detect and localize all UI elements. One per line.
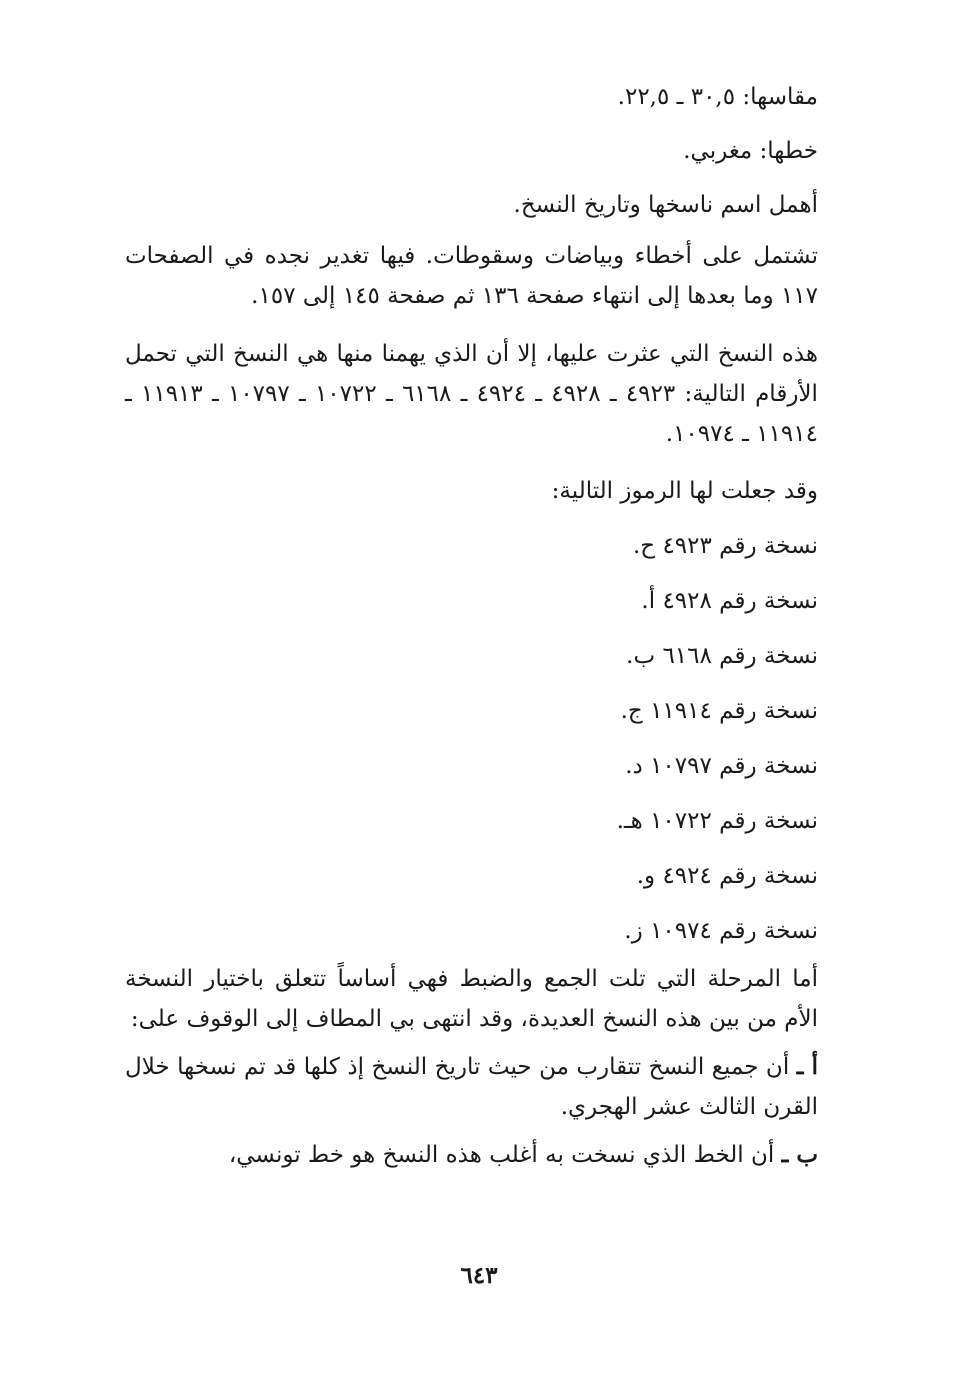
point-b-label: ب ـ (781, 1141, 818, 1168)
list-item: نسخة رقم ٤٩٢٨ أ. (641, 588, 818, 614)
copyist-line: أهمل اسم ناسخها وتاريخ النسخ. (513, 192, 818, 218)
errors-paragraph: تشتمل على أخطاء وبياضات وسقوطات. فيها تغدير نجده في الصفحات ١١٧ وما بعدها إلى انتهاء صفحة ١٣٦ ثم صفحة ١٤٥ إلى ١٥٧. (125, 243, 818, 309)
point-a (125, 1047, 818, 1127)
point-a-text: أن جميع النسخ تتقارب من حيث تاريخ النسخ إذ كلها قد تم نسخها خلال القرن الثالث عشر الهجري. (125, 1054, 818, 1120)
list-item: نسخة رقم ١٠٧٢٢ هـ. (616, 808, 818, 834)
list-item: نسخة رقم ١١٩١٤ ج. (620, 698, 818, 724)
list-item: نسخة رقم ٤٩٢٤ و. (636, 863, 818, 889)
list-item: نسخة رقم ٤٩٢٣ ح. (632, 533, 818, 559)
symbols-intro: وقد جعلت لها الرموز التالية: (551, 478, 818, 504)
measurements-line: مقاسها: ٣٠,٥ ـ ٢٢,٥. (617, 84, 818, 110)
list-item: نسخة رقم ١٠٧٩٧ د. (625, 753, 818, 779)
list-item: نسخة رقم ١٠٩٧٤ ز. (624, 918, 818, 944)
main-text (125, 70, 818, 1175)
list-item: نسخة رقم ٦١٦٨ ب. (626, 643, 818, 669)
copies-list (125, 519, 818, 959)
script-line: خطها: مغربي. (683, 138, 818, 164)
stage-paragraph: أما المرحلة التي تلت الجمع والضبط فهي أساساً تتعلق باختيار النسخة الأم من بين هذه النسخ العديدة، وقد انتهى بي المطاف إلى الوقوف على: (125, 966, 818, 1032)
page-number: ٦٤٣ (460, 1262, 498, 1289)
point-b (125, 1135, 818, 1175)
point-b-text: أن الخط الذي نسخت به أغلب هذه النسخ هو خط تونسي، (228, 1142, 775, 1168)
point-a-label: أ ـ (796, 1053, 819, 1080)
copies-paragraph: هذه النسخ التي عثرت عليها، إلا أن الذي يهمنا منها هي النسخ التي تحمل الأرقام التالية: ٤٩٢٣ ـ ٤٩٢٨ ـ ٤٩٢٤ ـ ٦١٦٨ ـ ١٠٧٢٢ ـ ١٠٧٩٧ ـ ١١٩١٣ ـ ١١٩١٤ ـ ١٠٩٧٤. (125, 341, 818, 447)
